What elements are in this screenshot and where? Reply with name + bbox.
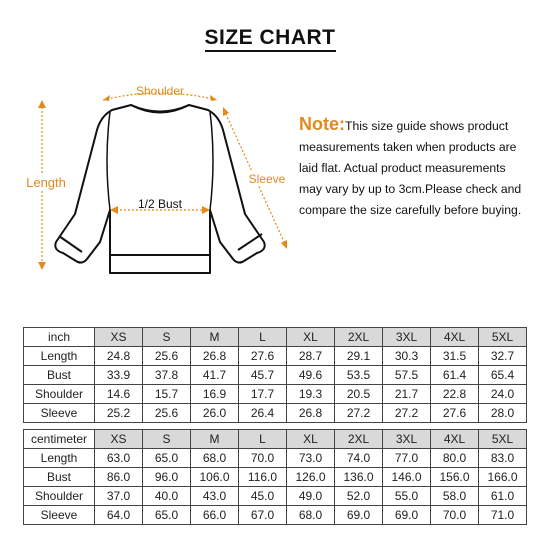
table-cell: 65.0 [143,506,191,525]
table-cell: 29.1 [335,347,383,366]
table-cell: 61.4 [431,366,479,385]
table-cell: 28.7 [287,347,335,366]
table-cell: 27.6 [239,347,287,366]
table-cell: 65.0 [143,449,191,468]
table-cell: 58.0 [431,487,479,506]
table-cell: 26.8 [191,347,239,366]
table-cell: 45.7 [239,366,287,385]
sweatshirt-diagram [0,60,300,300]
table-cell: 49.6 [287,366,335,385]
table-header-row [24,430,527,449]
table-cell: 166.0 [479,468,527,487]
table-cell: 28.0 [479,404,527,423]
table-cell: 49.0 [287,487,335,506]
table-header-row [24,328,527,347]
unit-label: centimeter [24,430,95,449]
table-cell: 70.0 [239,449,287,468]
sleeve-label: Sleeve [248,172,286,186]
row-label: Length [24,449,95,468]
row-label: Bust [24,468,95,487]
table-row [24,449,527,468]
table-cell: 16.9 [191,385,239,404]
size-header: 5XL [479,430,527,449]
table-cell: 25.6 [143,347,191,366]
table-cell: 31.5 [431,347,479,366]
size-header: 2XL [335,328,383,347]
table-cell: 156.0 [431,468,479,487]
table-cell: 69.0 [335,506,383,525]
length-label: Length [26,175,66,190]
table-cell: 20.5 [335,385,383,404]
table-cell: 71.0 [479,506,527,525]
table-cell: 24.8 [95,347,143,366]
table-cell: 64.0 [95,506,143,525]
row-label: Length [24,347,95,366]
length-arrow-top [38,100,46,108]
size-header: 4XL [431,328,479,347]
table-cell: 53.5 [335,366,383,385]
centimeter-size-table [23,429,527,525]
table-cell: 40.0 [143,487,191,506]
shoulder-arrow-left [103,95,110,101]
size-header: S [143,430,191,449]
page-title-text: SIZE CHART [205,26,336,52]
table-cell: 57.5 [383,366,431,385]
size-header: M [191,430,239,449]
table-row [24,506,527,525]
table-cell: 77.0 [383,449,431,468]
table-cell: 27.2 [383,404,431,423]
table-cell: 15.7 [143,385,191,404]
table-cell: 37.8 [143,366,191,385]
table-cell: 136.0 [335,468,383,487]
table-cell: 126.0 [287,468,335,487]
table-cell: 116.0 [239,468,287,487]
unit-label: inch [24,328,95,347]
table-cell: 27.6 [431,404,479,423]
table-row [24,468,527,487]
table-cell: 68.0 [191,449,239,468]
table-cell: 25.2 [95,404,143,423]
table-cell: 14.6 [95,385,143,404]
table-cell: 41.7 [191,366,239,385]
table-row [24,487,527,506]
table-cell: 55.0 [383,487,431,506]
note-label: Note: [299,114,345,134]
table-cell: 43.0 [191,487,239,506]
table-cell: 27.2 [335,404,383,423]
table-cell: 26.0 [191,404,239,423]
shoulder-arrow-right [210,95,217,101]
length-arrow-bottom [38,262,46,270]
size-header: XL [287,430,335,449]
table-cell: 73.0 [287,449,335,468]
table-cell: 69.0 [383,506,431,525]
table-row [24,404,527,423]
size-header: 2XL [335,430,383,449]
table-row [24,385,527,404]
table-cell: 63.0 [95,449,143,468]
row-label: Shoulder [24,487,95,506]
table-cell: 26.4 [239,404,287,423]
table-cell: 24.0 [479,385,527,404]
size-header: 5XL [479,328,527,347]
table-cell: 32.7 [479,347,527,366]
table-cell: 106.0 [191,468,239,487]
inch-size-table [23,327,527,423]
table-cell: 146.0 [383,468,431,487]
table-row [24,366,527,385]
page-title [0,26,540,50]
sweatshirt-outline [55,105,264,273]
size-header: 4XL [431,430,479,449]
table-cell: 83.0 [479,449,527,468]
table-cell: 52.0 [335,487,383,506]
table-cell: 65.4 [479,366,527,385]
size-header: S [143,328,191,347]
table-cell: 26.8 [287,404,335,423]
row-label: Sleeve [24,404,95,423]
row-label: Shoulder [24,385,95,404]
table-cell: 68.0 [287,506,335,525]
sweatshirt-diagram-svg [0,60,300,300]
table-cell: 80.0 [431,449,479,468]
size-header: 3XL [383,430,431,449]
table-cell: 67.0 [239,506,287,525]
row-label: Bust [24,366,95,385]
size-header: XL [287,328,335,347]
size-header: XS [95,430,143,449]
table-cell: 22.8 [431,385,479,404]
table-row [24,347,527,366]
row-label: Sleeve [24,506,95,525]
table-cell: 25.6 [143,404,191,423]
note-block [299,114,525,221]
size-header: 3XL [383,328,431,347]
table-cell: 61.0 [479,487,527,506]
table-cell: 86.0 [95,468,143,487]
bust-label: 1/2 Bust [137,197,183,211]
table-cell: 17.7 [239,385,287,404]
table-cell: 30.3 [383,347,431,366]
size-header: L [239,430,287,449]
table-cell: 66.0 [191,506,239,525]
size-header: L [239,328,287,347]
shoulder-label: Shoulder [135,84,185,98]
table-cell: 19.3 [287,385,335,404]
table-cell: 21.7 [383,385,431,404]
table-cell: 74.0 [335,449,383,468]
size-header: XS [95,328,143,347]
size-header: M [191,328,239,347]
table-cell: 33.9 [95,366,143,385]
table-cell: 45.0 [239,487,287,506]
table-cell: 70.0 [431,506,479,525]
table-cell: 96.0 [143,468,191,487]
note-text: This size guide shows product measurements taken when products are laid flat. Actual product measurements may vary by up to 3cm.Please check and compare the size carefully before buying. [299,119,522,217]
table-cell: 37.0 [95,487,143,506]
